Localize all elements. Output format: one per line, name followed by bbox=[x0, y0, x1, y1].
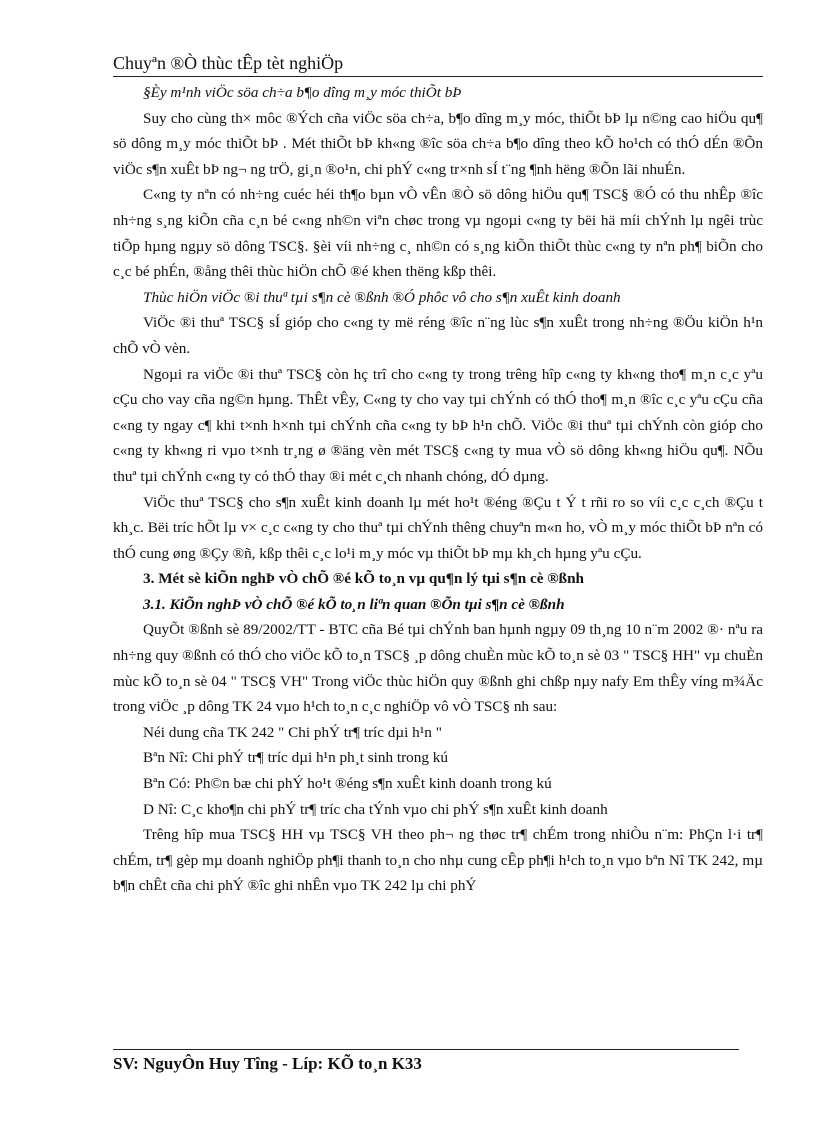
header-divider bbox=[113, 76, 763, 77]
paragraph: §Èy m¹nh viÖc söa ch÷a b¶o dîng m¸y móc thiÕt bÞ bbox=[143, 84, 462, 101]
paragraph: Ngoµi ra viÖc ®i thuª TSC§ còn hç trî cho c«ng ty trong trêng hîp c«ng ty kh«ng tho¶ m¸n c¸c yªu cÇu cho vay cña ng©n hµng. ThÊt vÊy, C«ng ty cho vay tµi chÝnh có thÓ tho¶ m¸n ®îc c¸c yªu cÇu cña c«ng ty ngay c¶ khi t×nh h×nh tµi chÝnh cña c«ng ty bÞ h¹n chÕ. ViÖc ®i thuª tµi chÝnh còn gióp cho c«ng ty kh«ng ri vµo t×nh tr¸ng ø ®äng vèn mét TSC§ c«ng ty mua vÒ sö dông kh«ng hiÖu qu¶. NÕu thuª tµi chÝnh c«ng ty có thÓ thay ®i mét c¸ch nhanh chóng, dÓ dµng. bbox=[113, 365, 763, 485]
paragraph: Trêng hîp mua TSC§ HH vµ TSC§ VH theo ph¬ ng thøc tr¶ chÉm trong nhiÒu n¨m: PhÇn l·i tr¶ chÉm, tr¶ gèp mµ doanh nghiÖp ph¶i thanh to¸n cho nhµ cung cÊp ph¶i h¹ch to¸n vµo bªn Nî TK 242, mµ b¶n chÊt cña chi phÝ ®îc ghi nhÊn vµo TK 242 lµ chi phÝ bbox=[113, 826, 763, 895]
paragraph: Bªn Nî: Chi phÝ tr¶ tríc dµi h¹n ph¸t sinh trong kú bbox=[143, 749, 448, 767]
running-header: Chuyªn ®Ò thùc tÊp tèt nghiÖp bbox=[113, 53, 344, 73]
paragraph: D Nî: C¸c kho¶n chi phÝ tr¶ tríc cha tÝnh vµo chi phÝ s¶n xuÊt kinh doanh bbox=[143, 800, 608, 818]
section-heading: 3. Mét sè kiÕn nghÞ vÒ chÕ ®é kÕ to¸n vµ qu¶n lý tµi s¶n cè ®ßnh bbox=[143, 570, 584, 588]
paragraph: C«ng ty nªn có nh÷ng cuéc héi th¶o bµn vÒ vÊn ®Ò sö dông hiÖu qu¶ TSC§ ®Ó có thu nhÊp ®îc nh÷ng s¸ng kiÕn cña c¸n bé c«ng nh©n viªn chøc trong vµ ngoµi c«ng ty bëi hä míi chÝnh lµ ngêi trùc tiÕp hµng ngµy sö dông TSC§. §èi víi nh÷ng c¸ nh©n có s¸ng kiÕn thiÕt thùc c«ng ty nªn ph¶ biÕn cho c¸c bé phÉn, ®ång thêi thùc hiÖn chÕ ®é khen thëng kßp thêi. bbox=[113, 186, 763, 281]
subsection-heading: 3.1. KiÕn nghÞ vÒ chÕ ®é kÕ to¸n liªn quan ®Õn tµi s¶n cè ®ßnh bbox=[143, 595, 565, 613]
running-footer: SV: NguyÔn Huy Tîng - Líp: KÕ to¸n K33 bbox=[113, 1054, 422, 1073]
paragraph: Bªn Có: Ph©n bæ chi phÝ ho¹t ®éng s¶n xuÊt kinh doanh trong kú bbox=[143, 775, 552, 793]
paragraph: QuyÕt ®ßnh sè 89/2002/TT - BTC cña Bé tµi chÝnh ban hµnh ngµy 09 th¸ng 10 n¨m 2002 ®· nªu ra nh÷ng quy ®ßnh có thÓ cho viÖc kÕ to¸n TSC§ ¸p dông chuÈn mùc kÕ to¸n sè 03 " TSC§ HH" vµ chuÈn mùc kÕ to¸n sè 04 " TSC§ VH" Trong viÖc thùc hiÖn quy ®ßnh ghi chßp nµy nafy Em thÊy víng m¾Äc trong viÖc ¸p dông TK 24 vµo h¹ch to¸n c¸c nghiÖp vô vÒ TSC§ nh sau: bbox=[113, 621, 763, 716]
document-body bbox=[113, 80, 763, 899]
paragraph: ViÖc ®i thuª TSC§ sÍ gióp cho c«ng ty më réng ®îc n¨ng lùc s¶n xuÊt trong nh÷ng ®Öu kiÖn h¹n chÕ vÒ vèn. bbox=[113, 314, 763, 357]
paragraph: ViÖc thuª TSC§ cho s¶n xuÊt kinh doanh lµ mét ho¹t ®éng ®Çu t Ý t rñi ro so víi c¸c c¸ch ®Çu t kh¸c. Bëi tríc hÕt lµ v× c¸c c«ng ty cho thuª tµi chÝnh thêng chuyªn m«n ho, vÒ m¸y móc thiÕt bÞ nªn có thÓ cung øng ®Çy ®ñ, kßp thêi c¸c lo¹i m¸y móc vµ thiÕt bÞ mµ kh¸ch hµng yªu cÇu. bbox=[113, 493, 763, 562]
paragraph: Thùc hiÖn viÖc ®i thuª tµi s¶n cè ®ßnh ®Ó phôc vô cho s¶n xuÊt kinh doanh bbox=[143, 288, 621, 306]
paragraph: Suy cho cùng th× môc ®Ých cña viÖc söa ch÷a, b¶o dîng m¸y móc, thiÕt bÞ lµ n©ng cao hiÖu qu¶ sö dông m¸y móc thiÕt bÞ . Mét thiÕt bÞ kh«ng ®îc söa ch÷a b¶o dîng theo kÕ ho¹ch có thÓ dÉn ®Õn viÖc s¶n xuÊt bÞ ng¬ ng trÖ, gi¸n ®o¹n, chi phÝ c«ng tr×nh sÍ t¨ng ¶nh hëng ®Õn lãi nhuÉn. bbox=[113, 109, 763, 178]
paragraph: Néi dung cña TK 242 " Chi phÝ tr¶ tríc dµi h¹n " bbox=[143, 723, 442, 741]
footer-divider bbox=[113, 1049, 739, 1050]
